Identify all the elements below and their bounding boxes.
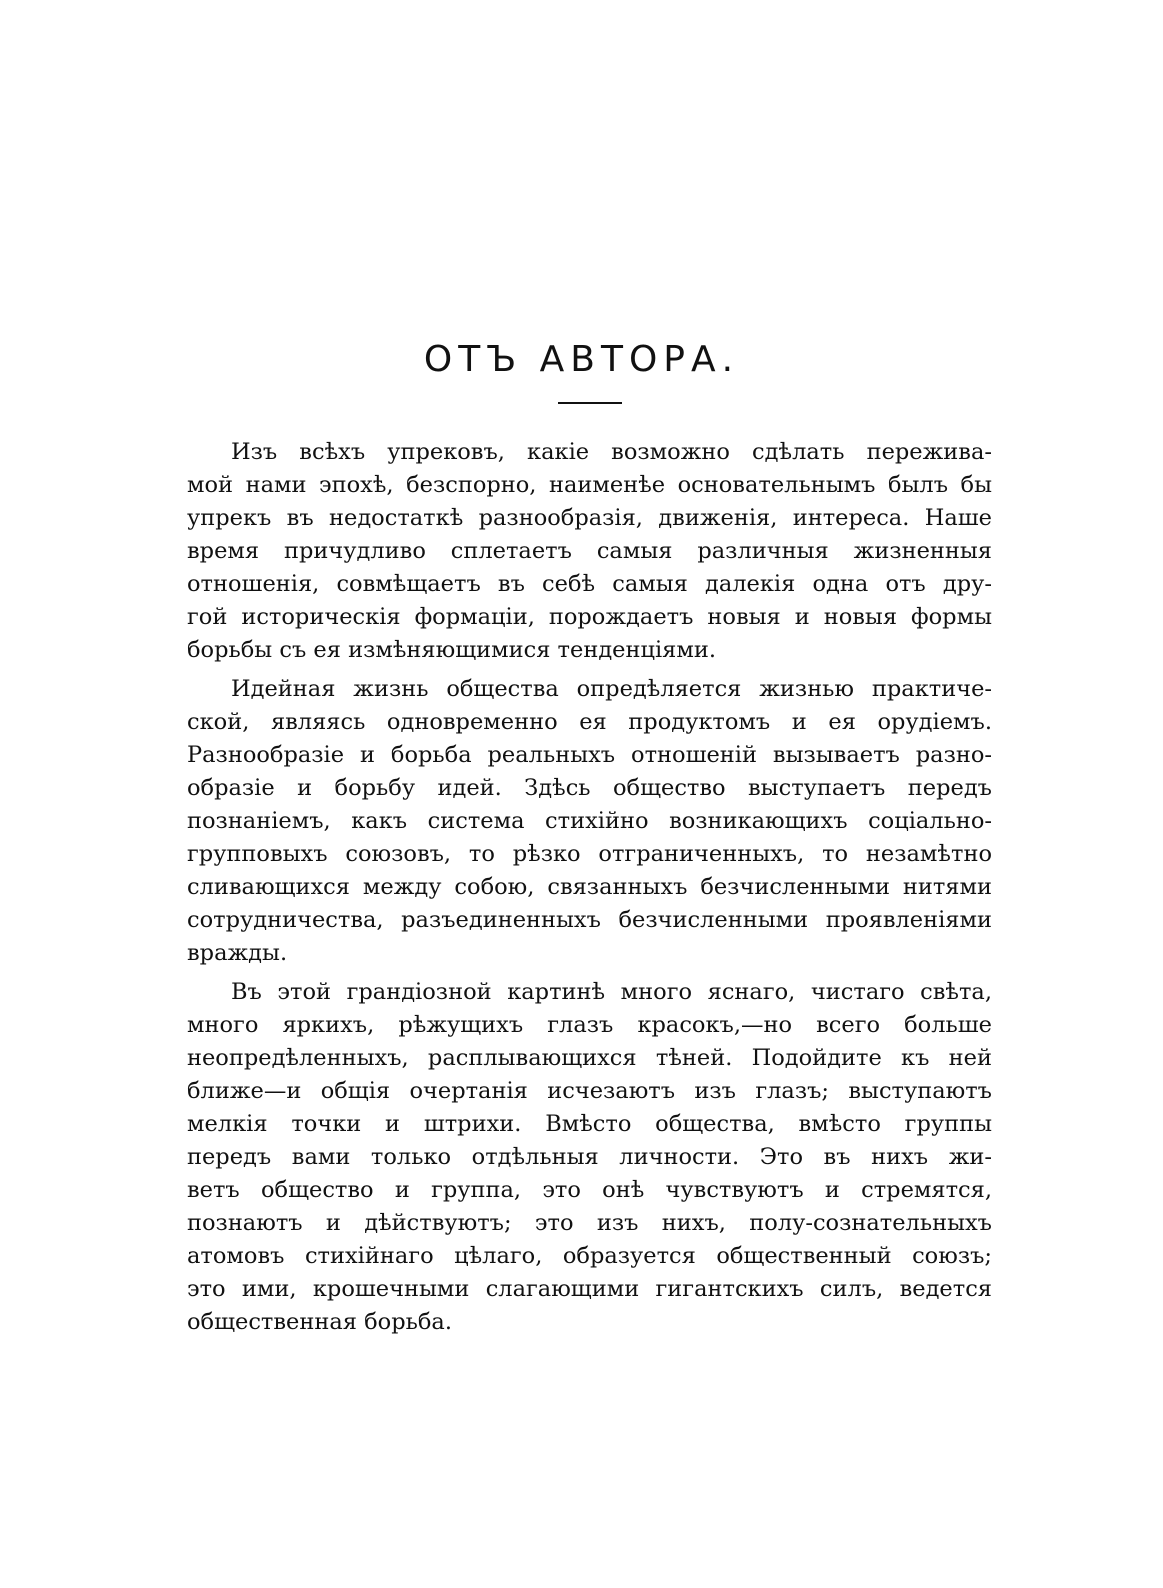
text-line: время причудливо сплетаетъ самыя различныя жизненныя [187, 538, 992, 564]
text-line: сливающихся между собою, связанныхъ безчисленными нитями [187, 874, 992, 900]
text-line: общественная борьба. [187, 1309, 452, 1335]
paragraph-1 [187, 436, 992, 667]
text-line: атомовъ стихійнаго цѣлаго, образуется общественный союзъ; [187, 1243, 992, 1269]
text-line: это ими, крошечными слагающими гигантскихъ силъ, ведется [187, 1276, 992, 1302]
text-line: гой историческія формаціи, порождаетъ новыя и новыя формы [187, 604, 992, 630]
text-line: мелкія точки и штрихи. Вмѣсто общества, вмѣсто группы [187, 1111, 992, 1137]
text-line: неопредѣленныхъ, расплывающихся тѣней. Подойдите къ ней [187, 1045, 992, 1071]
text-line: сотрудничества, разъединенныхъ безчисленными проявленіями [187, 907, 992, 933]
text-line: Въ этой грандіозной картинѣ много яснаго, чистаго свѣта, [231, 979, 992, 1005]
text-line: ской, являясь одновременно ея продуктомъ и ея орудіемъ. [187, 709, 992, 735]
text-line: Изъ всѣхъ упрековъ, какіе возможно сдѣлать пережива- [231, 439, 992, 465]
body-text [187, 436, 992, 1345]
text-line: борьбы съ ея измѣняющимися тенденціями. [187, 637, 716, 663]
text-line: много яркихъ, рѣжущихъ глазъ красокъ,—но всего больше [187, 1012, 992, 1038]
text-line: мой нами эпохѣ, безспорно, наименѣе основательнымъ былъ бы [187, 472, 992, 498]
paragraph-3 [187, 976, 992, 1339]
text-line: Разнообразіе и борьба реальныхъ отношеній вызываетъ разно- [187, 742, 992, 768]
text-line: ветъ общество и группа, это онѣ чувствуютъ и стремятся, [187, 1177, 992, 1203]
text-line: познаютъ и дѣйствуютъ; это изъ нихъ, полу-сознательныхъ [187, 1210, 992, 1236]
text-line: упрекъ въ недостаткѣ разнообразія, движенія, интереса. Наше [187, 505, 992, 531]
heading-rule [558, 402, 622, 404]
text-line: Идейная жизнь общества опредѣляется жизнью практиче- [231, 676, 992, 702]
text-line: ближе—и общія очертанія исчезаютъ изъ глазъ; выступаютъ [187, 1078, 992, 1104]
text-line: групповыхъ союзовъ, то рѣзко отграниченныхъ, то незамѣтно [187, 841, 992, 867]
text-line: отношенія, совмѣщаетъ въ себѣ самыя далекія одна отъ дру- [187, 571, 992, 597]
text-line: вражды. [187, 940, 288, 966]
paragraph-2 [187, 673, 992, 970]
text-line: образіе и борьбу идей. Здѣсь общество выступаетъ передъ [187, 775, 992, 801]
text-line: познаніемъ, какъ система стихійно возникающихъ соціально- [187, 808, 992, 834]
text-line: передъ вами только отдѣльныя личности. Это въ нихъ жи- [187, 1144, 992, 1170]
chapter-heading: ОТЪ АВТОРА. [423, 339, 740, 380]
